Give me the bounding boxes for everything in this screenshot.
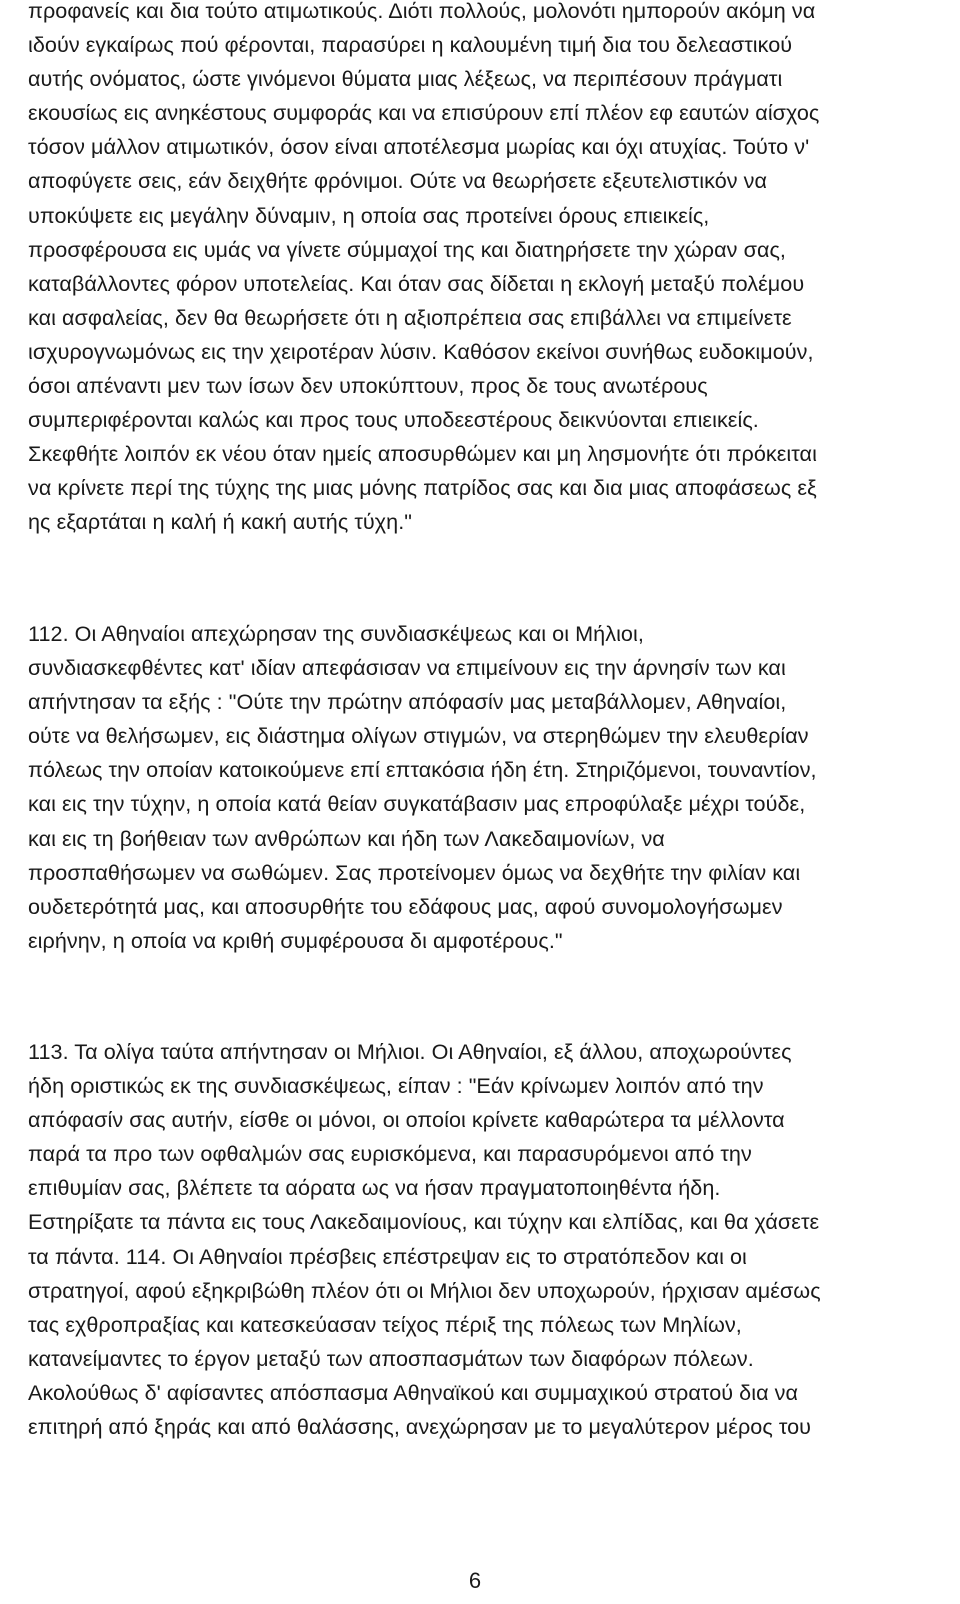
text-line: πόλεως την οποίαν κατοικούμενε επί επτακόσια ήδη έτη. Στηριζόμενοι, τουναντίον, [28,757,817,783]
text-line: συνδιασκεφθέντες κατ' ιδίαν απεφάσισαν να επιμείνουν εις την άρνησίν των και [28,655,786,681]
text-line: 113. Τα ολίγα ταύτα απήντησαν οι Μήλιοι. Οι Αθηναίοι, εξ άλλου, αποχωρούντες [28,1039,792,1064]
text-line: και εις τη βοήθειαν των ανθρώπων και ήδη των Λακεδαιμονίων, να [28,825,665,851]
text-line: ισχυρογνωμόνως εις την χειροτέραν λύσιν. Καθόσον εκείνοι συνήθως ευδοκιμούν, [28,338,814,364]
text-line: καταβάλλοντες φόρον υποτελείας. Και όταν σας δίδεται η εκλογή μεταξύ πολέμου [28,270,805,296]
paragraph-112 [28,617,948,958]
text-line: ης εξαρτάται η καλή ή κακή αυτής τύχη." [28,509,413,535]
paragraph-1 [28,0,948,540]
page-number: 6 [468,1568,482,1593]
paragraph-113 [28,1035,948,1444]
text-line: στρατηγοί, αφού εξηκριβώθη πλέον ότι οι Μήλιοι δεν υποχωρούν, ήρχισαν αμέσως [28,1277,821,1303]
text-line: παρά τα προ των οφθαλμών σας ευρισκόμενα, και παρασυρόμενοι από την [28,1141,752,1167]
text-line: τας εχθροπραξίας και κατεσκεύασαν τείχος πέριξ της πόλεως των Μηλίων, [28,1311,742,1337]
text-line: ήδη οριστικώς εκ της συνδιασκέψεως, είπαν : "Εάν κρίνωμεν λοιπόν από την [28,1073,764,1099]
text-line: προφανείς και δια τούτο ατιμωτικούς. Διότι πολλούς, μολονότι ημπορούν ακόμη να [28,0,816,23]
text-line: Εστηρίξατε τα πάντα εις τους Λακεδαιμονίους, και τύχην και ελπίδας, και θα χάσετε [28,1209,820,1235]
text-line: απήντησαν τα εξής : "Ούτε την πρώτην απόφασίν μας μεταβάλλομεν, Αθηναίοι, [28,689,787,715]
text-line: και ασφαλείας, δεν θα θεωρήσετε ότι η αξιοπρέπεια σας επιβάλλει να επιμείνετε [28,304,792,330]
text-line: 112. Οι Αθηναίοι απεχώρησαν της συνδιασκέψεως και οι Μήλιοι, [28,621,644,646]
text-line: συμπεριφέρονται καλώς και προς τους υποδεεστέρους δεικνύονται επιεικείς. [28,407,759,433]
text-line: ειρήνην, η οποία να κριθή συμφέρουσα δι αμφοτέρους." [28,927,563,953]
text-line: προσφέρουσα εις υμάς να γίνετε σύμμαχοί της και διατηρήσετε την χώραν σας, [28,236,786,262]
text-line: Σκεφθήτε λοιπόν εκ νέου όταν ημείς αποσυρθώμεν και μη λησμονήτε ότι πρόκειται [28,441,817,467]
text-line: εκουσίως εις ανηκέστους συμφοράς και να επισύρουν επί πλέον εφ εαυτών αίσχος [28,100,820,126]
text-line: απόφασίν σας αυτήν, είσθε οι μόνοι, οι οποίοι κρίνετε καθαρώτερα τα μέλλοντα [28,1107,785,1133]
text-line: υποκύψετε εις μεγάλην δύναμιν, η οποία σας προτείνει όρους επιεικείς, [28,202,710,228]
text-line: τόσον μάλλον ατιμωτικόν, όσον είναι αποτέλεσμα μωρίας και όχι ατυχίας. Τούτο ν' [28,134,810,160]
text-line: επιτηρή από ξηράς και από θαλάσσης, ανεχώρησαν με το μεγαλύτερον μέρος του [28,1414,812,1440]
text-line: προσπαθήσωμεν να σωθώμεν. Σας προτείνομεν όμως να δεχθήτε την φιλίαν και [28,859,801,885]
text-line: και εις την τύχην, η οποία κατά θείαν συγκατάβασιν μας επροφύλαξε μέχρι τούδε, [28,791,806,817]
text-line: Ακολούθως δ' αφίσαντες απόσπασμα Αθηναϊκού και συμμαχικού στρατού δια να [28,1379,799,1405]
text-line: κατανείμαντες το έργον μεταξύ των αποσπασμάτων των διαφόρων πόλεων. [28,1345,754,1371]
text-line: όσοι απέναντι μεν των ίσων δεν υποκύπτουν, προς δε τους ανωτέρους [28,373,708,399]
text-line: ουδετερότητά μας, και αποσυρθήτε του εδάφους μας, αφού συνομολογήσωμεν [28,893,783,919]
text-line: να κρίνετε περί της τύχης της μιας μόνης πατρίδος σας και δια μιας αποφάσεως εξ [28,475,817,501]
text-line: αυτής ονόματος, ώστε γινόμενοι θύματα μιας λέξεως, να περιπέσουν πράγματι [28,66,783,92]
text-line: ιδούν εγκαίρως πού φέρονται, παρασύρει η καλουμένη τιμή δια του δελεαστικού [28,32,793,58]
text-line: επιθυμίαν σας, βλέπετε τα αόρατα ως να ήσαν πραγματοποιηθέντα ήδη. [28,1175,721,1201]
text-line: αποφύγετε σεις, εάν δειχθήτε φρόνιμοι. Ούτε να θεωρήσετε εξευτελιστικόν να [28,168,768,194]
text-line: ούτε να θελήσωμεν, εις διάστημα ολίγων στιγμών, να στερηθώμεν την ελευθερίαν [28,723,809,749]
text-line: τα πάντα. 114. Οι Αθηναίοι πρέσβεις επέστρεψαν εις το στρατόπεδον και οι [28,1243,747,1269]
